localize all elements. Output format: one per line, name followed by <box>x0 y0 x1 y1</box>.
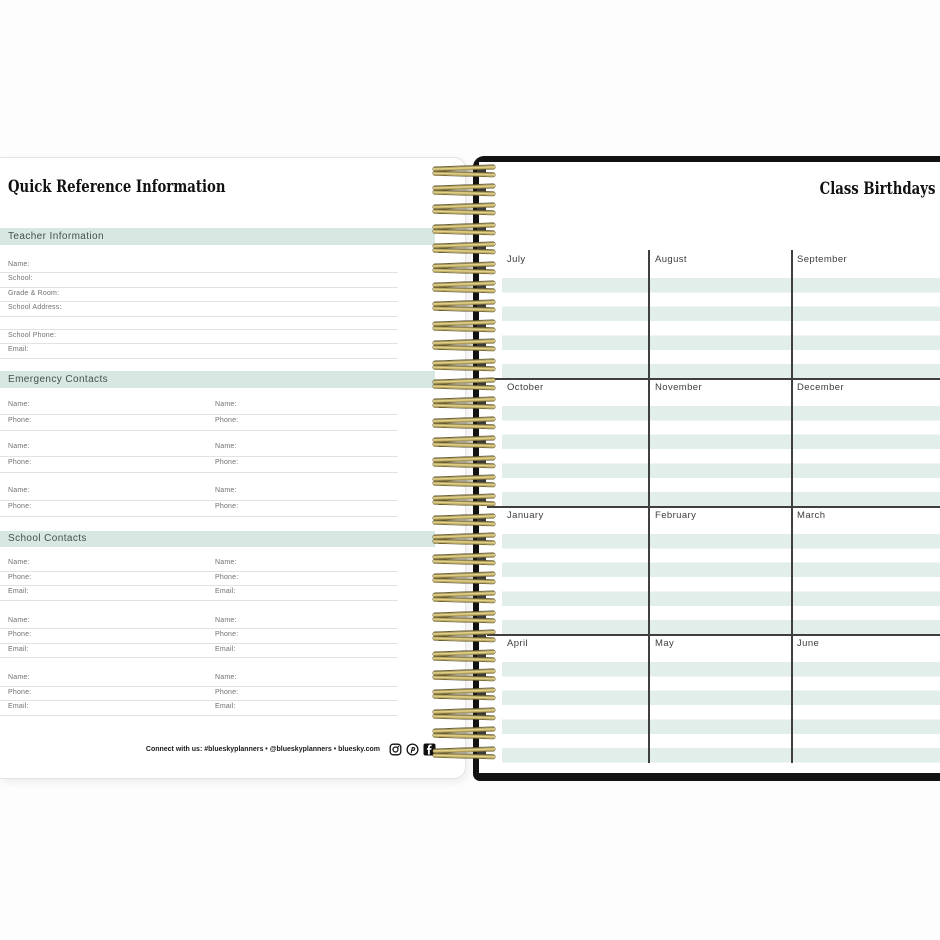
field-label: Phone: <box>8 417 32 424</box>
form-field-row <box>0 701 398 716</box>
field-label: Email: <box>8 346 29 353</box>
field-label: Phone: <box>8 573 32 581</box>
section-header-label: School Contacts <box>8 533 87 545</box>
form-field-row <box>0 302 398 317</box>
field-label: Name: <box>8 443 30 450</box>
field-label: Name: <box>215 674 237 681</box>
form-field-row <box>0 615 398 630</box>
form-field-row <box>0 687 398 702</box>
spiral-coil <box>433 320 495 332</box>
form-field-row <box>0 273 398 288</box>
month-label-may: May <box>655 638 675 649</box>
grid-vline <box>648 250 650 763</box>
spiral-coil <box>433 437 495 449</box>
form-field-row <box>0 441 398 457</box>
section-header-school-contacts <box>0 531 435 548</box>
field-label: Phone: <box>215 503 239 510</box>
field-label: Name: <box>8 487 30 494</box>
spiral-coil <box>433 650 495 662</box>
field-label: Phone: <box>8 631 32 638</box>
spiral-coil <box>433 301 495 313</box>
form-field-row-blank <box>0 317 398 330</box>
field-label: Email: <box>8 703 29 710</box>
spiral-coil <box>433 572 495 584</box>
field-label: Name: <box>215 401 237 408</box>
spiral-coil <box>433 281 495 293</box>
writing-lines <box>502 662 940 763</box>
spiral-coil <box>433 340 495 352</box>
month-label-september: September <box>797 254 848 265</box>
month-label-june: June <box>797 638 820 649</box>
form-field-row <box>0 399 398 415</box>
writing-lines <box>502 534 940 635</box>
contact-group <box>0 557 398 601</box>
form-field-row <box>0 344 398 359</box>
month-label-august: August <box>655 254 687 265</box>
field-label: Phone: <box>8 688 32 696</box>
contact-group <box>0 672 398 716</box>
form-field-row <box>0 572 398 587</box>
field-label: Name: <box>215 559 237 566</box>
spiral-coil <box>433 592 495 604</box>
spiral-coil <box>433 243 495 255</box>
field-label: School Phone: <box>8 331 57 339</box>
field-label: Email: <box>215 703 236 710</box>
left-page-title: Quick Reference Information <box>8 177 226 197</box>
field-label: Phone: <box>215 459 239 466</box>
field-label: Name: <box>8 616 30 624</box>
field-label: Name: <box>8 260 30 268</box>
field-label: Phone: <box>215 573 239 581</box>
month-label-july: July <box>507 254 526 265</box>
spiral-coil <box>433 456 495 468</box>
spiral-coil <box>433 417 495 429</box>
month-row <box>479 506 940 634</box>
field-label: Name: <box>8 559 30 566</box>
right-page-title: Class Birthdays <box>819 179 935 199</box>
form-field-row <box>0 415 398 431</box>
contact-group <box>0 441 398 473</box>
month-label-march: March <box>797 510 826 521</box>
month-label-february: February <box>655 510 697 521</box>
spiral-coil <box>433 495 495 507</box>
field-label: Phone: <box>8 459 32 466</box>
month-row <box>479 378 940 506</box>
spiral-coil <box>433 689 495 701</box>
form-field-row <box>0 288 398 303</box>
instagram-icon <box>389 743 402 756</box>
form-field-row <box>0 644 398 659</box>
writing-lines <box>502 278 940 379</box>
month-label-april: April <box>507 638 529 649</box>
month-row <box>479 250 940 378</box>
spiral-coil <box>433 165 495 177</box>
section-header-label: Emergency Contacts <box>8 373 109 385</box>
form-field-row <box>0 501 398 517</box>
left-page <box>0 157 466 779</box>
field-label: School: <box>8 275 33 282</box>
teacher-information-fields <box>0 259 398 359</box>
writing-lines <box>502 406 940 507</box>
field-label: Email: <box>215 588 236 595</box>
spiral-coil <box>433 631 495 643</box>
form-field-row <box>0 629 398 644</box>
footer <box>146 741 436 757</box>
form-field-row <box>0 259 398 274</box>
section-header-teacher-information <box>0 228 435 245</box>
form-field-row <box>0 586 398 601</box>
month-label-october: October <box>507 382 544 393</box>
spiral-coil <box>433 262 495 274</box>
field-label: Phone: <box>215 631 239 638</box>
spiral-coil <box>433 475 495 487</box>
grid-vline <box>791 250 793 763</box>
field-label: Name: <box>215 443 237 450</box>
month-label-november: November <box>655 382 703 393</box>
contact-group <box>0 615 398 659</box>
month-label-december: December <box>797 382 845 393</box>
form-field-row <box>0 485 398 501</box>
month-row <box>479 634 940 762</box>
spiral-coil <box>433 378 495 390</box>
spiral-coil <box>433 728 495 740</box>
form-field-row <box>0 557 398 572</box>
field-label: Phone: <box>215 417 239 424</box>
field-label: Name: <box>8 401 30 408</box>
emergency-contacts-fields <box>0 399 398 517</box>
grid-hline <box>487 634 940 636</box>
right-page-cover <box>473 156 940 781</box>
field-label: Name: <box>8 674 30 681</box>
spiral-coil <box>433 223 495 235</box>
field-label: Email: <box>8 645 29 653</box>
grid-hline <box>487 378 940 380</box>
school-contacts-fields <box>0 557 398 716</box>
spiral-coil <box>433 204 495 216</box>
field-label: Email: <box>215 645 236 653</box>
spiral-coil <box>433 359 495 371</box>
pinterest-icon <box>406 743 419 756</box>
footer-text: Connect with us: #blueskyplanners • @blueskyplanners • bluesky.com <box>145 745 380 753</box>
spiral-coil <box>433 534 495 546</box>
spiral-coil <box>433 398 495 410</box>
right-page <box>479 162 940 773</box>
field-label: Email: <box>8 588 29 595</box>
form-field-row <box>0 672 398 687</box>
grid-hline <box>487 506 940 508</box>
contact-group <box>0 399 398 431</box>
spiral-coil <box>433 669 495 681</box>
field-label: Name: <box>215 487 237 494</box>
spiral-coil <box>433 611 495 623</box>
field-label: Phone: <box>8 503 32 510</box>
spiral-coil <box>433 747 495 759</box>
spiral-coil <box>433 514 495 526</box>
spiral-coil <box>433 708 495 720</box>
field-label: Grade & Room: <box>8 289 60 297</box>
field-label: Phone: <box>215 688 239 696</box>
section-header-label: Teacher Information <box>8 230 104 242</box>
spiral-coil <box>433 553 495 565</box>
field-label: Name: <box>215 616 237 624</box>
month-label-january: January <box>507 510 544 521</box>
form-field-row <box>0 330 398 345</box>
spiral-binding <box>433 165 495 768</box>
field-label: School Address: <box>8 304 62 311</box>
form-field-row <box>0 457 398 473</box>
section-header-emergency-contacts <box>0 371 435 388</box>
contact-group <box>0 485 398 517</box>
spiral-coil <box>433 184 495 196</box>
